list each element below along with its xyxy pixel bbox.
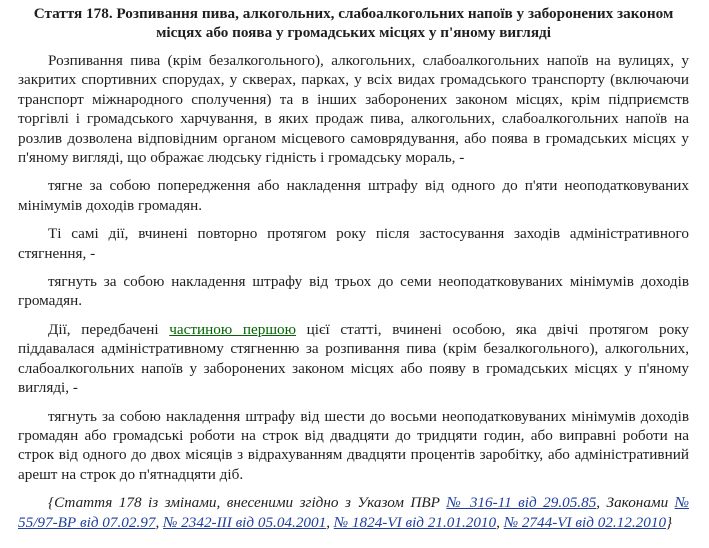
paragraph-repeat-offense: Ті самі дії, вчинені повторно протягом року після застосування заходів адміністративного стягнення, -	[18, 225, 689, 262]
amendment-link-1[interactable]: № 316-11 від 29.05.85	[446, 494, 597, 512]
amendments-text: {Стаття 178 із змінами, внесеними згідно з Указом ПВР	[48, 494, 447, 512]
amendments-text: }	[666, 513, 673, 531]
paragraph-text: цієї статті, вчинені особою, яка двічі протягом року піддавалася адміністративному стягненню за розпивання пива (крім безалкогольного), алкогольних, слабоалкогольних напоїв у заборонених законом місцях або появу в громадських місцях у п'яному вигляді, -	[18, 320, 689, 397]
paragraph-text: Дії, передбачені	[48, 320, 170, 338]
amendments-text: , Законами	[596, 494, 675, 512]
paragraph-penalty-3: тягнуть за собою накладення штрафу від шести до восьми неоподатковуваних мінімумів доходів громадян або громадські роботи на строк від двадцяти до тридцяти годин, або виправні роботи на строк від одного до двох місяців з відрахуванням двадцяти процентів заробітку, або адміністративний арешт на строк до п'ятнадцяти діб.	[18, 407, 689, 483]
amendment-link-2[interactable]: № 55/97-ВР від 07.02.97	[18, 494, 689, 531]
amendment-link-3[interactable]: № 2342-III від 05.04.2001	[163, 513, 327, 531]
amendment-link-5[interactable]: № 2744-VI від 02.12.2010	[503, 513, 667, 531]
amendments-text: ,	[155, 513, 164, 531]
amendments-text: ,	[326, 513, 334, 531]
paragraph-penalty-1: тягне за собою попередження або накладення штрафу від одного до п'яти неоподатковуваних мінімумів доходів громадян.	[18, 177, 689, 214]
amendment-link-4[interactable]: № 1824-VI від 21.01.2010	[333, 513, 497, 531]
article-title: Стаття 178. Розпивання пива, алкогольних, слабоалкогольних напоїв у заборонених законом місцях або поява у громадських місцях у п'яному вигляді	[33, 5, 674, 41]
paragraph-offense: Розпивання пива (крім безалкогольного), алкогольних, слабоалкогольних напоїв на вулицях, у закритих спортивних спорудах, у скверах, парках, у всіх видах громадського транспорту (включаючи транспорт міжнародного сполучення) та в інших заборонених законом місцях, крім підприємств торгівлі і громадського харчування, в яких продаж пива, алкогольних, слабоалкогольних напоїв на розлив дозволена відповідним органом місцевого самоврядування, або поява в громадських місцях у п'яному вигляді, що ображає людську гідність і громадську мораль, -	[18, 52, 689, 167]
paragraph-penalty-2: тягнуть за собою накладення штрафу від трьох до семи неоподатковуваних мінімумів доходів громадян.	[18, 273, 689, 310]
part-one-link[interactable]: частиною першою	[169, 320, 296, 338]
amendments-note	[18, 493, 689, 532]
paragraph-aggravated-offense	[18, 320, 689, 398]
amendments-text: ,	[496, 513, 504, 531]
